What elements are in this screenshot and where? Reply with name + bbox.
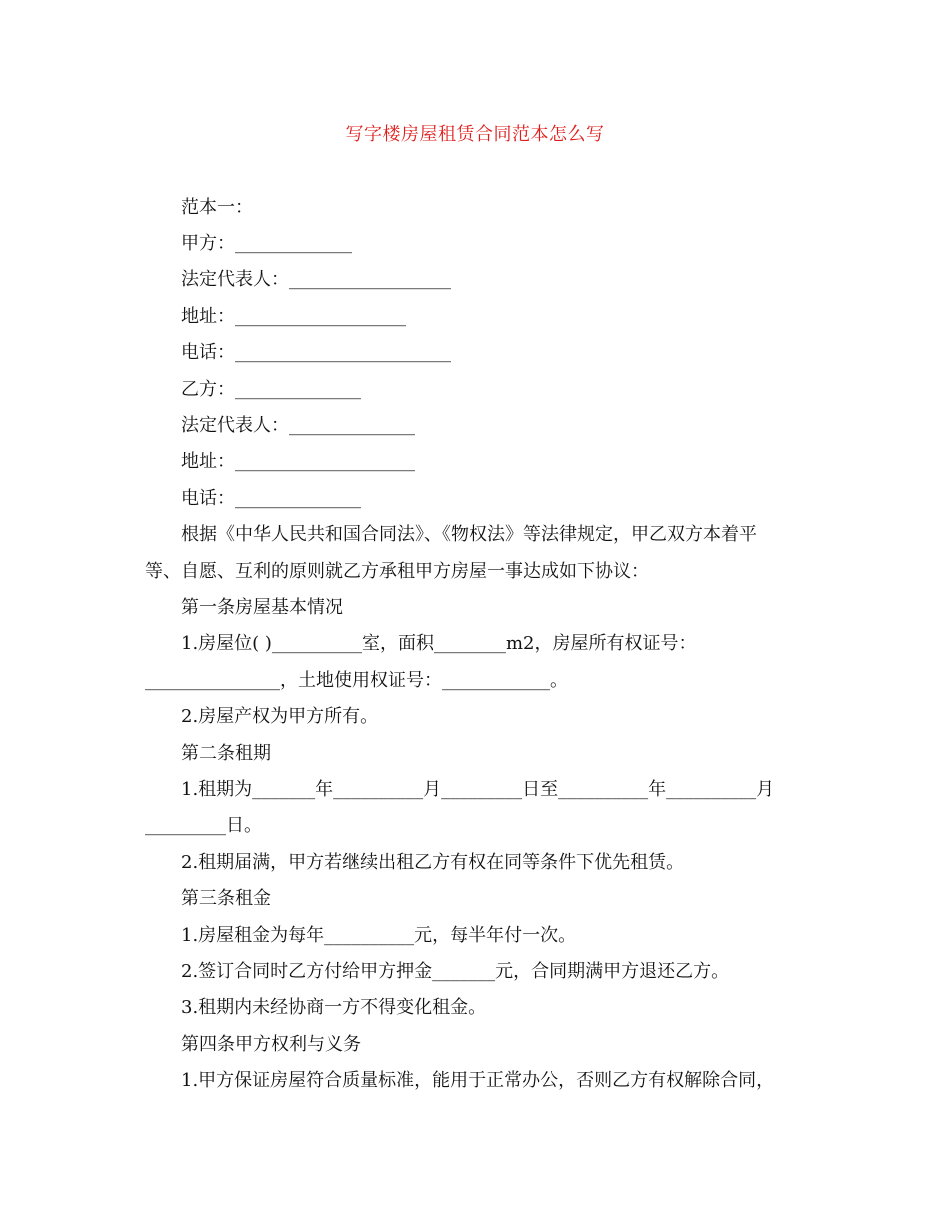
article-1-item-1-cont: _______________，土地使用权证号：____________。	[145, 670, 568, 691]
article-1-item-1: 1.房屋位( )__________室，面积________m2，房屋所有权证号：	[181, 633, 697, 654]
party-b-address-field: 地址：____________________	[181, 451, 415, 472]
preamble-line-1: 根据《中华人民共和国合同法》、《物权法》等法律规定，甲乙双方本着平	[181, 524, 757, 545]
party-b-phone-field: 电话：______________	[181, 488, 361, 509]
party-b-representative-field: 法定代表人：______________	[181, 415, 415, 436]
article-3-item-1: 1.房屋租金为每年__________元，每半年付一次。	[181, 925, 577, 946]
article-3-item-2: 2.签订合同时乙方付给甲方押金_______元，合同期满甲方退还乙方。	[181, 961, 730, 982]
article-2-heading: 第二条租期	[181, 743, 271, 764]
article-3-heading: 第三条租金	[181, 888, 271, 909]
article-4-item-1: 1.甲方保证房屋符合质量标准，能用于正常办公，否则乙方有权解除合同，	[181, 1070, 775, 1091]
article-2-item-1-cont: _________日。	[145, 815, 262, 836]
party-a-representative-field: 法定代表人：__________________	[181, 269, 451, 290]
article-2-item-1: 1.租期为_______年__________月_________日至__________年__________月	[181, 779, 775, 800]
article-1-heading: 第一条房屋基本情况	[181, 597, 343, 618]
party-a-address-field: 地址：___________________	[181, 306, 406, 327]
preamble-line-2: 等、自愿、互利的原则就乙方承租甲方房屋一事达成如下协议：	[145, 561, 649, 582]
party-a-field: 甲方：_____________	[181, 233, 352, 254]
sample-label: 范本一：	[181, 197, 253, 218]
article-1-item-2: 2.房屋产权为甲方所有。	[181, 706, 379, 727]
party-b-field: 乙方：______________	[181, 379, 361, 400]
party-a-phone-field: 电话：________________________	[181, 342, 451, 363]
article-3-item-3: 3.租期内未经协商一方不得变化租金。	[181, 997, 487, 1018]
article-2-item-2: 2.租期届满，甲方若继续出租乙方有权在同等条件下优先租赁。	[181, 852, 685, 873]
article-4-heading: 第四条甲方权利与义务	[181, 1034, 361, 1055]
document-title: 写字楼房屋租赁合同范本怎么写	[345, 124, 605, 145]
